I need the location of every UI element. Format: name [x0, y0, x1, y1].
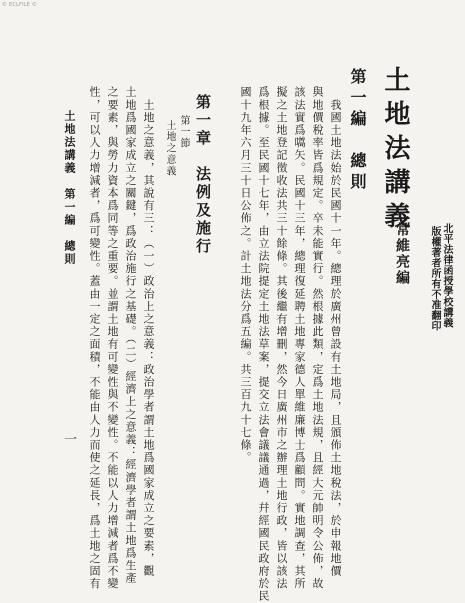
body-line: 擬之土地登記徵收法共三十餘條。其後繼有增刪，然今日廣州市之辦理土地行政，皆以該法	[275, 86, 288, 590]
publisher-line-1: 北平法律函授學校講義	[441, 223, 452, 328]
body-line: 我國土地法始於民國十一年。總理於廣州曾設有土地局，且頒佈土地稅法，於申報地價	[329, 86, 342, 578]
body-line: 性，可以人力增減者，爲可變性。蓋由一定之面積，不能由人力而使之延長，爲土地之固有	[88, 86, 101, 590]
body-line: 土地爲國家成立之關鍵，爲政治施行之基礎。（二）經濟上之意義：經濟學者謂土地爲生產	[124, 86, 137, 585]
body-line: 爲根據。至民國十七年，由立法院提定土地法草案，提交立法會議議通過，幷經國民政府於民	[257, 86, 270, 603]
page-number: 一	[61, 432, 76, 445]
body-line: 國十九年六月三十日公佈之。計土地法分爲五編。共三百九十七條。	[239, 86, 252, 464]
section-title: 第一節	[178, 115, 189, 150]
book-title: 土地法講義	[380, 66, 410, 236]
body-line: 之要素，與勞力資本爲同等之重要。並謂土地有可變性與不變性。不能以人力增減者爲不變	[106, 86, 119, 590]
body-line: 該法實爲嚆矢。民國十三年，總理復延聘土地專家德人單維廉博士爲顧問。實地調查，其所	[293, 86, 306, 590]
part-title: 第一編 總則	[348, 68, 367, 194]
watermark: © ECLFILE ©	[2, 2, 38, 8]
subsection-title: 土地之意義	[164, 120, 175, 177]
body-line: 土地之意義，其說有三：（一）政治上之意義：政治學者謂土地爲國家成立之要素，觀	[142, 86, 155, 578]
publisher-line-2: 版權著者所有不准翻印	[429, 226, 440, 331]
chapter-title: 第一章 法例及施行	[194, 94, 212, 256]
author-line: 常維亮編	[394, 222, 410, 286]
body-line: 與地價稅率皆爲規定。卒未能實行。然根據此類，定爲土地法規，且經大元帥明令公佈，故	[311, 86, 324, 590]
running-title: 土地法講義 第一編 總則	[63, 110, 76, 266]
